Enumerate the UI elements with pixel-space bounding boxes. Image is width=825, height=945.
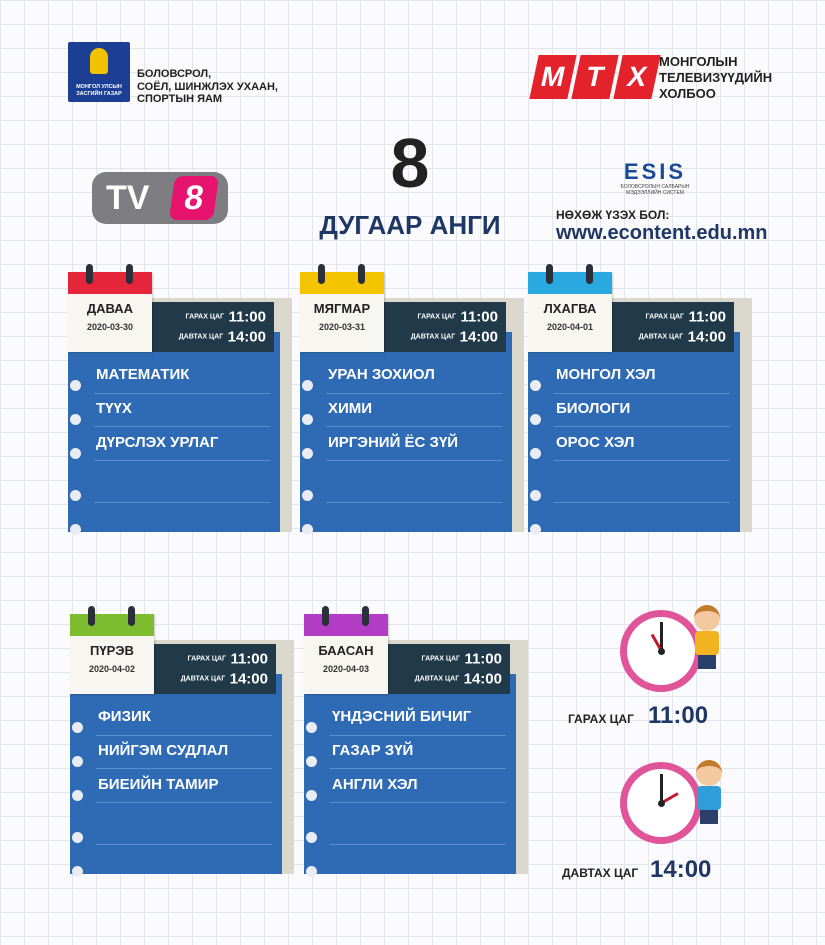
binder-hole-icon: [302, 414, 313, 425]
note-line: [330, 844, 506, 845]
note-line: [94, 393, 270, 394]
esis-logo: ESIS БОЛОВСРОЛЫН САЛБАРЫН МЭДЭЭЛЛИЙН СИСТЕМ: [620, 159, 690, 196]
binder-hole-icon: [70, 490, 81, 501]
binder-hole-icon: [72, 722, 83, 733]
binder-hole-icon: [72, 790, 83, 801]
binder-hole-icon: [302, 380, 313, 391]
note-line: [96, 844, 272, 845]
air-time-row: ГАРАХ ЦАГ 11:00: [185, 308, 266, 326]
calendar-tag: [70, 614, 154, 694]
air-time-row: ГАРАХ ЦАГ 11:00: [417, 308, 498, 326]
binder-hole-icon: [306, 790, 317, 801]
binder-hole-icon: [530, 490, 541, 501]
day-card-2: [300, 262, 524, 532]
day-name: ЛХАГВА: [543, 301, 597, 316]
note-line: [96, 768, 272, 769]
calendar-ring-icon: [318, 264, 325, 284]
subject-item: МОНГОЛ ХЭЛ: [556, 366, 656, 383]
time-bar: [382, 644, 510, 694]
day-card-3: [528, 262, 752, 532]
calendar-ring-icon: [362, 606, 369, 626]
calendar-tag: [304, 614, 388, 694]
repeat-time-row: ДАВТАХ ЦАГ 14:00: [178, 328, 266, 346]
day-name: БААСАН: [318, 643, 374, 658]
note-line: [554, 426, 730, 427]
note-line: [554, 460, 730, 461]
subject-item: МАТЕМАТИК: [96, 366, 190, 383]
child-illustration-icon: [692, 760, 726, 824]
subject-item: БИЕИЙН ТАМИР: [98, 776, 219, 793]
clock-time: 14:00: [650, 856, 712, 883]
grade-title: ДУГААР АНГИ: [319, 210, 501, 240]
subject-item: ДҮРСЛЭХ УРЛАГ: [96, 434, 219, 451]
subject-item: ИРГЭНИЙ ЁС ЗҮЙ: [328, 434, 459, 451]
watch-later-label: НӨХӨЖ ҮЗЭХ БОЛ:: [556, 208, 670, 222]
note-line: [554, 502, 730, 503]
subject-item: УРАН ЗОХИОЛ: [328, 366, 435, 383]
ministry-name: БОЛОВСРОЛ, СОЁЛ, ШИНЖЛЭХ УХААН, СПОРТЫН ЯАМ: [137, 68, 278, 105]
calendar-header: [528, 272, 612, 294]
note-line: [94, 460, 270, 461]
binder-hole-icon: [72, 866, 83, 877]
time-bar: [148, 644, 276, 694]
clock-label: ДАВТАХ ЦАГ: [562, 866, 639, 880]
subject-item: ФИЗИК: [98, 708, 151, 725]
binder-hole-icon: [530, 380, 541, 391]
air-time-row: ГАРАХ ЦАГ 11:00: [187, 650, 268, 668]
repeat-time-row: ДАВТАХ ЦАГ 14:00: [180, 670, 268, 688]
day-date: 2020-03-30: [86, 322, 134, 332]
time-bar: [146, 302, 274, 352]
binder-hole-icon: [306, 756, 317, 767]
child-illustration-icon: [690, 605, 724, 669]
calendar-ring-icon: [546, 264, 553, 284]
binder-hole-icon: [70, 414, 81, 425]
time-bar: [606, 302, 734, 352]
binder-hole-icon: [70, 524, 81, 535]
binder-hole-icon: [302, 524, 313, 535]
binder-hole-icon: [70, 448, 81, 459]
clock-center: [658, 800, 665, 807]
day-card-5: [304, 604, 528, 874]
repeat-time-row: ДАВТАХ ЦАГ 14:00: [410, 328, 498, 346]
note-line: [554, 393, 730, 394]
calendar-ring-icon: [586, 264, 593, 284]
day-card-4: [70, 604, 294, 874]
repeat-time-row: ДАВТАХ ЦАГ 14:00: [638, 328, 726, 346]
binder-hole-icon: [302, 448, 313, 459]
subject-item: ГАЗАР ЗҮЙ: [332, 742, 414, 759]
note-line: [330, 802, 506, 803]
subject-item: ОРОС ХЭЛ: [556, 434, 635, 451]
day-date: 2020-04-01: [546, 322, 594, 332]
binder-hole-icon: [306, 832, 317, 843]
calendar-header: [300, 272, 384, 294]
subject-item: НИЙГЭМ СУДЛАЛ: [98, 742, 229, 759]
government-logo: [68, 42, 130, 102]
calendar-ring-icon: [128, 606, 135, 626]
note-line: [94, 426, 270, 427]
binder-hole-icon: [530, 448, 541, 459]
soyombo-emblem-icon: [90, 48, 108, 74]
subject-item: АНГЛИ ХЭЛ: [332, 776, 418, 793]
calendar-tag: [68, 272, 152, 352]
clock-icon: [620, 762, 702, 844]
note-line: [94, 502, 270, 503]
subject-item: ҮНДЭСНИЙ БИЧИГ: [332, 708, 472, 725]
calendar-header: [68, 272, 152, 294]
day-date: 2020-04-03: [322, 664, 370, 674]
calendar-header: [70, 614, 154, 636]
calendar-ring-icon: [358, 264, 365, 284]
binder-hole-icon: [70, 380, 81, 391]
air-time-row: ГАРАХ ЦАГ 11:00: [421, 650, 502, 668]
day-name: ДАВАА: [86, 301, 134, 316]
repeat-time-row: ДАВТАХ ЦАГ 14:00: [414, 670, 502, 688]
subject-item: БИОЛОГИ: [556, 400, 631, 417]
note-line: [330, 735, 506, 736]
calendar-ring-icon: [88, 606, 95, 626]
clock-label: ГАРАХ ЦАГ: [568, 712, 634, 726]
clock-center: [658, 648, 665, 655]
mtx-name: МОНГОЛЫН ТЕЛЕВИЗҮҮДИЙН ХОЛБОО: [659, 54, 773, 101]
calendar-ring-icon: [86, 264, 93, 284]
binder-hole-icon: [302, 490, 313, 501]
note-line: [330, 768, 506, 769]
clock-time: 11:00: [648, 702, 709, 729]
note-line: [326, 460, 502, 461]
note-line: [326, 426, 502, 427]
binder-hole-icon: [306, 722, 317, 733]
day-name: МЯГМАР: [313, 301, 371, 316]
day-date: 2020-04-02: [88, 664, 136, 674]
note-line: [96, 802, 272, 803]
calendar-ring-icon: [126, 264, 133, 284]
calendar-ring-icon: [322, 606, 329, 626]
subject-item: ТҮҮХ: [96, 400, 132, 417]
time-bar: [378, 302, 506, 352]
calendar-tag: [300, 272, 384, 352]
air-time-row: ГАРАХ ЦАГ 11:00: [645, 308, 726, 326]
minute-hand: [660, 774, 663, 803]
day-name: ПҮРЭВ: [90, 643, 134, 658]
binder-hole-icon: [72, 832, 83, 843]
calendar-tag: [528, 272, 612, 352]
subject-item: ХИМИ: [328, 400, 373, 417]
tv8-logo: TV 8: [92, 172, 228, 224]
binder-hole-icon: [306, 866, 317, 877]
binder-hole-icon: [530, 524, 541, 535]
binder-hole-icon: [530, 414, 541, 425]
day-card-1: [68, 262, 292, 532]
government-logo-caption: МОНГОЛ УЛСЫН ЗАСГИЙН ГАЗАР: [76, 84, 122, 97]
econtent-link[interactable]: www.econtent.edu.mn: [556, 222, 768, 244]
binder-hole-icon: [72, 756, 83, 767]
note-line: [326, 393, 502, 394]
mtx-logo: М Т Х: [534, 55, 660, 99]
day-date: 2020-03-31: [318, 322, 366, 332]
note-line: [326, 502, 502, 503]
grade-number: 8: [390, 124, 430, 202]
note-line: [96, 735, 272, 736]
calendar-header: [304, 614, 388, 636]
